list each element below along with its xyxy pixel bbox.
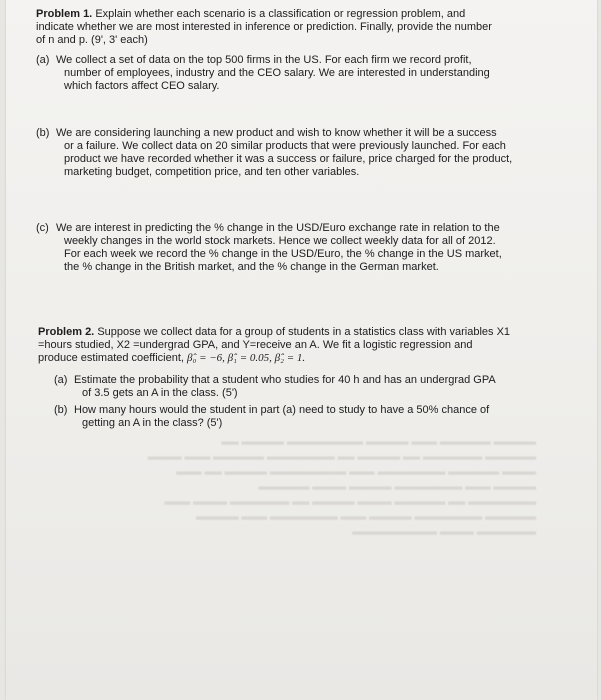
problem-2-part-a [54, 374, 554, 400]
part-c-line-4: the % change in the British market, and the % change in the German market. [64, 261, 439, 273]
problem-1-title: Problem 1. [36, 8, 93, 20]
problem-1-intro-line-2: indicate whether we are most interested in inference or prediction. Finally, provide the number [36, 21, 492, 33]
part-a-line-1: We collect a set of data on the top 500 firms in the US. For each firm we record profit, [56, 54, 472, 66]
part-c-line-1: We are interest in predicting the % change in the USD/Euro exchange rate in relation to the [56, 222, 500, 234]
show-through-from-reverse-side: ▂▂▂▂▂ ▂▂▂▂▂▂ ▂▂▂ ▂▂▂▂▂ ▂▂▂▂▂▂▂▂▂ ▂▂▂▂▂ ▂▂ ▂▂▂▂▂▂ ▂▂▂▂▂▂▂ ▂▂ ▂▂▂▂▂ ▂▂ ▂▂▂▂▂▂▂▂ ▂▂▂▂▂▂ ▂▂▂ ▂▂▂▂ ▂▂▂▂ ▂▂▂▂▂▂ ▂▂▂▂▂▂▂▂ ▂▂▂ ▂▂▂▂▂▂▂▂▂ ▂▂▂▂▂ ▂▂ ▂▂▂ ▂▂▂▂▂ ▂▂▂ ▂▂▂▂▂▂▂▂ ▂▂▂▂▂ ▂▂▂▂ ▂▂▂▂▂▂ ▂▂▂▂▂▂▂▂ ▂▂ ▂▂▂▂▂▂ ▂▂▂▂ ▂▂▂▂▂ ▂▂ ▂▂▂▂▂▂▂ ▂▂▂▂ ▂▂▂ ▂▂▂▂▂▂ ▂▂▂▂▂▂▂▂ ▂▂▂▂▂ ▂▂▂ ▂▂▂▂▂▂▂▂ ▂▂▂ ▂▂▂▂▂ ▂▂▂▂▂▂▂ ▂▂▂▂ ▂▂▂▂▂▂▂▂▂▂ [147, 433, 536, 535]
part-b-line-4: marketing budget, competition price, and ten other variables. [64, 166, 360, 178]
part-b-line-1: We are considering launching a new product and wish to know whether it will be a success [56, 127, 497, 139]
problem-1-part-b [36, 127, 556, 179]
part-a-line-3: which factors affect CEO salary. [64, 80, 220, 92]
problem-2-part-b-line-2: getting an A in the class? (5') [82, 417, 223, 429]
part-label: (a) [36, 54, 50, 66]
part-label: (a) [54, 374, 68, 386]
problem-2-part-a-line-2: of 3.5 gets an A in the class. (5') [82, 387, 238, 399]
problem-2-part-b [54, 404, 554, 430]
problem-1-part-c [36, 222, 556, 274]
problem-2-intro-line-3: produce estimated coefficient, [38, 352, 184, 364]
worksheet-page [6, 0, 597, 700]
part-label: (b) [36, 127, 50, 139]
problem-1-intro-line-3: of n and p. (9', 3' each) [36, 34, 148, 46]
part-c-line-2: weekly changes in the world stock markets. Hence we collect weekly data for all of 2012. [64, 235, 496, 247]
problem-1-intro-line-1: Explain whether each scenario is a classification or regression problem, and [95, 8, 466, 20]
problem-1-part-a [36, 54, 556, 93]
part-b-line-2: or a failure. We collect data on 20 similar products that were previously launched. For each [64, 140, 506, 152]
problem-2-part-a-line-1: Estimate the probability that a student who studies for 40 h and has an undergrad GPA [74, 374, 496, 386]
problem-2-title: Problem 2. [38, 326, 95, 338]
part-c-line-3: For each week we record the % change in the USD/Euro, the % change in the US market, [64, 248, 502, 260]
part-b-line-3: product we have recorded whether it was a success or failure, price charged for the product, [64, 153, 513, 165]
coefficient-equation: β̂₀ = −6, β̂₁ = 0.05, β̂₂ = 1. [187, 352, 306, 364]
problem-2-intro-line-1: Suppose we collect data for a group of students in a statistics class with variables X1 [97, 326, 511, 338]
part-a-line-2: number of employees, industry and the CEO salary. We are interested in understanding [64, 67, 490, 79]
problem-2-intro [38, 326, 558, 365]
problem-1-intro [36, 8, 556, 47]
problem-2-intro-line-2: =hours studied, X2 =undergrad GPA, and Y=receive an A. We fit a logistic regression and [38, 339, 473, 351]
part-label: (b) [54, 404, 68, 416]
problem-2-part-b-line-1: How many hours would the student in part (a) need to study to have a 50% chance of [74, 404, 490, 416]
part-label: (c) [36, 222, 49, 234]
